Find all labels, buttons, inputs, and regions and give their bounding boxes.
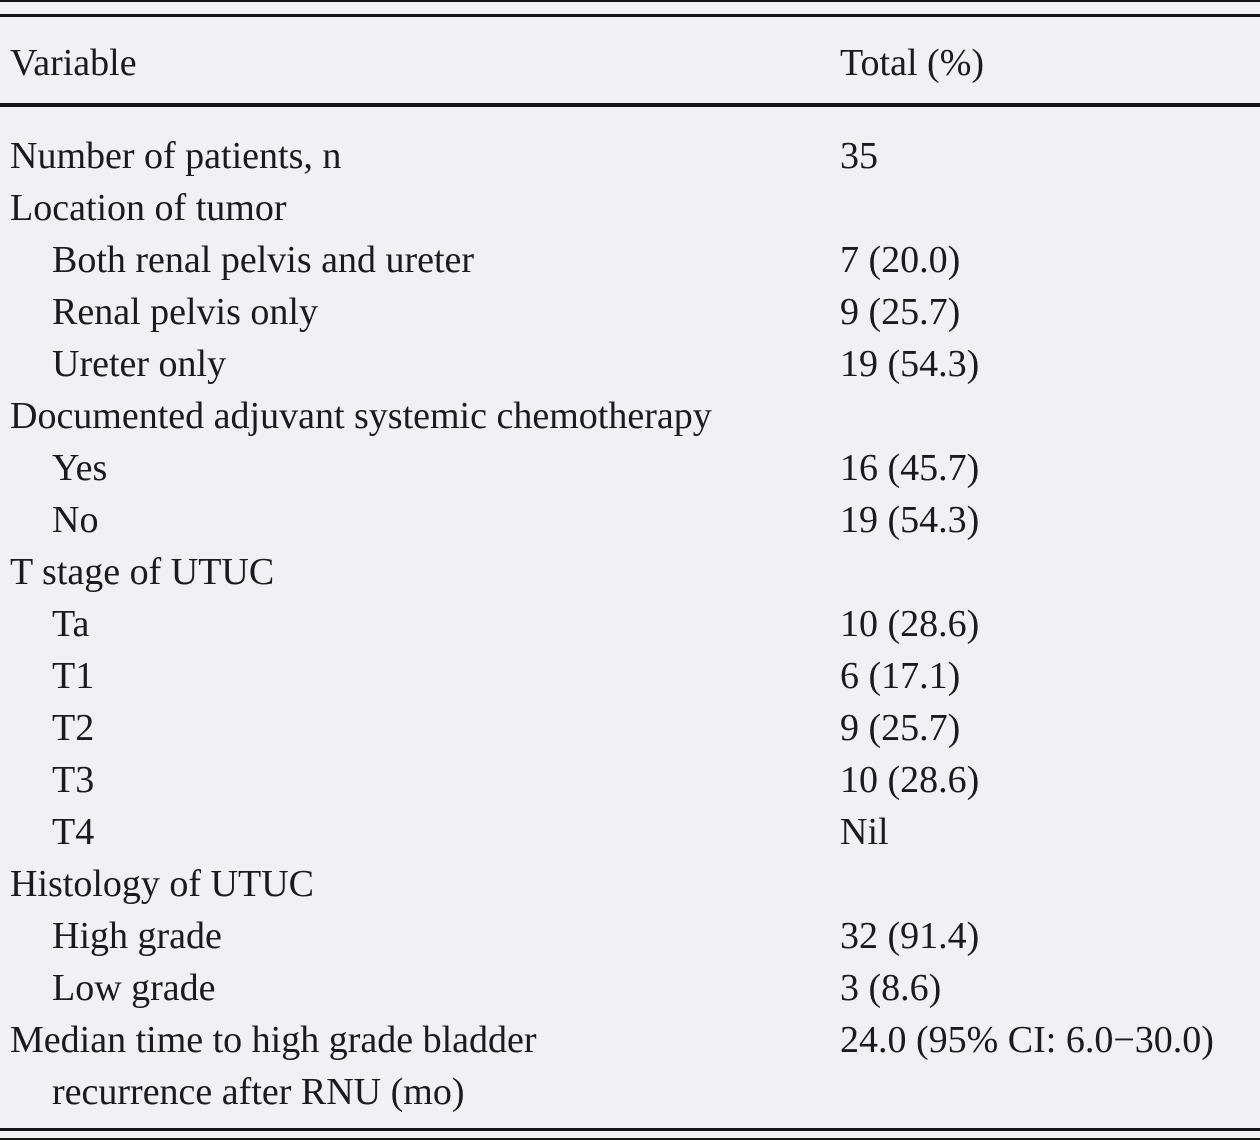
table-row xyxy=(0,704,1260,756)
table-row xyxy=(0,860,1260,912)
header-variable-label: Variable xyxy=(10,42,137,84)
header-total-label: Total (%) xyxy=(840,42,985,84)
table-row xyxy=(0,756,1260,808)
table-row xyxy=(0,340,1260,392)
table-row xyxy=(0,496,1260,548)
table-body xyxy=(0,107,1260,1120)
table-row xyxy=(0,1068,1260,1120)
row-label: recurrence after RNU (mo) xyxy=(52,1071,465,1113)
row-label: Yes xyxy=(52,447,108,489)
row-value: 35 xyxy=(840,135,878,177)
row-value: 9 (25.7) xyxy=(840,291,961,333)
row-label: Ta xyxy=(52,603,90,645)
row-value: 19 (54.3) xyxy=(840,343,980,385)
table-row xyxy=(0,132,1260,184)
row-value: 24.0 (95% CI: 6.0−30.0) xyxy=(840,1019,1214,1061)
row-label: Both renal pelvis and ureter xyxy=(52,239,475,281)
table-row xyxy=(0,236,1260,288)
table-row xyxy=(0,392,1260,444)
table-row xyxy=(0,548,1260,600)
row-label: Median time to high grade bladder xyxy=(10,1019,537,1061)
row-label: T3 xyxy=(52,759,95,801)
row-value: 16 (45.7) xyxy=(840,447,980,489)
row-value: 7 (20.0) xyxy=(840,239,961,281)
row-value: 3 (8.6) xyxy=(840,967,942,1009)
top-gap xyxy=(0,2,1260,14)
row-label: T stage of UTUC xyxy=(10,551,275,593)
row-label: Low grade xyxy=(52,967,216,1009)
row-value: 10 (28.6) xyxy=(840,603,980,645)
bottom-gap-2 xyxy=(0,1131,1260,1138)
row-value: 9 (25.7) xyxy=(840,707,961,749)
table-row xyxy=(0,184,1260,236)
row-value: 10 (28.6) xyxy=(840,759,980,801)
row-value: 19 (54.3) xyxy=(840,499,980,541)
row-label: Number of patients, n xyxy=(10,135,342,177)
row-label: Renal pelvis only xyxy=(52,291,318,333)
row-value: Nil xyxy=(840,811,889,853)
table-row xyxy=(0,288,1260,340)
row-label: Documented adjuvant systemic chemotherapy xyxy=(10,395,712,437)
table-row xyxy=(0,1016,1260,1068)
row-label: High grade xyxy=(52,915,222,957)
bottom-gap xyxy=(0,1120,1260,1128)
row-label: T4 xyxy=(52,811,95,853)
row-label: T2 xyxy=(52,707,95,749)
row-value: 6 (17.1) xyxy=(840,655,961,697)
row-label: No xyxy=(52,499,99,541)
table-header xyxy=(0,17,1260,103)
table-row xyxy=(0,600,1260,652)
table-row xyxy=(0,912,1260,964)
row-label: T1 xyxy=(52,655,95,697)
row-label: Ureter only xyxy=(52,343,227,385)
table-row xyxy=(0,964,1260,1016)
row-label: Location of tumor xyxy=(10,187,287,229)
table-row xyxy=(0,444,1260,496)
table-row xyxy=(0,652,1260,704)
row-label: Histology of UTUC xyxy=(10,863,314,905)
table-row xyxy=(0,808,1260,860)
row-value: 32 (91.4) xyxy=(840,915,980,957)
